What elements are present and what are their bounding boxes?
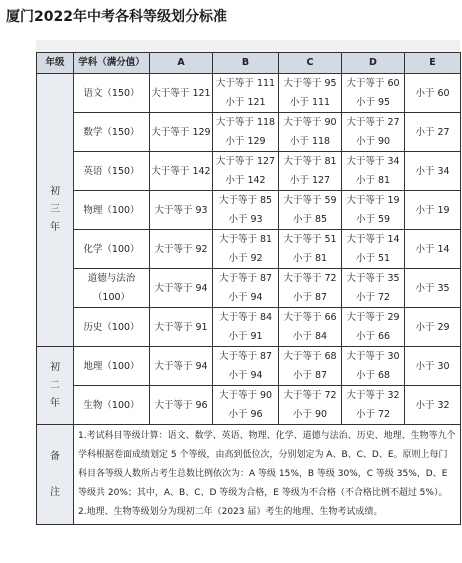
header-b: B	[213, 53, 279, 74]
grade-c-cell-line: 小于 84	[292, 331, 328, 342]
grade-c-cell-line: 大于等于 66	[283, 312, 337, 323]
grade-c-cell	[279, 269, 342, 308]
grade-d-cell	[342, 152, 405, 191]
note-line: 1.考试科目等级计算：语文、数学、英语、物理、化学、道德与法治、历史、地理、生物等九个学科根据卷面成绩划定 5 个等级，由高到低位次，分别划定为 A、B、C、D、E。原则上每门科目各等级人数所占考生总数比例依次为：A 等级 15%，B 等级 30%，C 等级 35%，D、E 等级共 20%；其中，A、B、C、D 等级为合格，E 等级为不合格（不合格比例不超过 5%）。	[78, 431, 456, 498]
subject-cell: 数学（150）	[74, 113, 150, 152]
grade-b-cell-line: 小于 91	[228, 331, 263, 342]
grade-c-cell-line: 小于 87	[292, 292, 328, 303]
grade-c-cell	[279, 152, 342, 191]
grade-c-cell-line: 大于等于 59	[283, 195, 337, 206]
header-subject: 学科（满分值）	[74, 53, 150, 74]
grade-a-cell: 大于等于 91	[150, 308, 213, 347]
subject-cell	[74, 269, 150, 308]
grade-c-cell-line: 大于等于 72	[283, 273, 337, 284]
grade-a-cell: 大于等于 121	[150, 74, 213, 113]
subject-cell: 化学（100）	[74, 230, 150, 269]
grade-c-cell-line: 大于等于 68	[283, 351, 337, 362]
subject-cell-line: 道德与法治	[87, 273, 136, 284]
grade-table	[36, 52, 461, 525]
notes-label: 备 注	[37, 425, 74, 525]
grade-c-cell	[279, 347, 342, 386]
table-row	[37, 386, 461, 425]
grade-d-cell-line: 小于 59	[355, 214, 391, 225]
grade-e-cell: 小于 29	[405, 308, 461, 347]
grade-c-cell	[279, 308, 342, 347]
grade-d-cell	[342, 191, 405, 230]
grade-b-cell	[213, 386, 279, 425]
grade-cell: 初 二 年	[37, 347, 74, 425]
grade-d-cell-line: 大于等于 30	[346, 351, 400, 362]
grade-d-cell	[342, 74, 405, 113]
grade-c-cell-line: 大于等于 95	[283, 78, 337, 89]
notes-content	[74, 425, 461, 525]
grade-b-cell	[213, 113, 279, 152]
table-row	[37, 152, 461, 191]
grade-d-cell	[342, 269, 405, 308]
grade-d-cell-line: 大于等于 29	[346, 312, 400, 323]
subject-cell: 物理（100）	[74, 191, 150, 230]
grade-b-cell	[213, 74, 279, 113]
header-d: D	[342, 53, 405, 74]
grade-c-cell-line: 小于 90	[292, 409, 328, 420]
grade-b-cell-line: 大于等于 85	[218, 195, 273, 206]
grade-c-cell-line: 小于 87	[292, 370, 328, 381]
grade-b-cell	[213, 269, 279, 308]
grade-e-cell: 小于 34	[405, 152, 461, 191]
grade-d-cell-line: 小于 72	[355, 292, 391, 303]
grade-e-cell: 小于 60	[405, 74, 461, 113]
subject-cell: 语文（150）	[74, 74, 150, 113]
grade-b-cell	[213, 230, 279, 269]
grade-c-cell	[279, 113, 342, 152]
subject-cell: 英语（150）	[74, 152, 150, 191]
grade-d-cell	[342, 308, 405, 347]
grade-e-cell: 小于 27	[405, 113, 461, 152]
table-row	[37, 308, 461, 347]
grade-c-cell	[279, 191, 342, 230]
grade-d-cell	[342, 113, 405, 152]
grade-b-cell-line: 小于 94	[228, 292, 263, 303]
subject-cell: 历史（100）	[74, 308, 150, 347]
grade-d-cell-line: 小于 66	[355, 331, 391, 342]
grade-c-cell	[279, 74, 342, 113]
grade-b-cell	[213, 308, 279, 347]
grade-d-cell-line: 大于等于 27	[346, 117, 400, 128]
grade-d-cell-line: 小于 90	[355, 136, 391, 147]
grade-d-cell-line: 小于 95	[355, 97, 391, 108]
grade-b-cell-line: 小于 96	[228, 409, 263, 420]
grade-b-cell-line: 大于等于 81	[218, 234, 273, 245]
grade-a-cell: 大于等于 96	[150, 386, 213, 425]
grade-c-cell	[279, 230, 342, 269]
grade-d-cell-line: 小于 68	[355, 370, 391, 381]
grade-b-cell-line: 大于等于 111	[215, 78, 276, 89]
grade-c-cell-line: 大于等于 72	[283, 390, 337, 401]
grade-d-cell-line: 大于等于 34	[346, 156, 400, 167]
grade-a-cell: 大于等于 142	[150, 152, 213, 191]
grade-cell: 初 三 年	[37, 74, 74, 347]
subject-cell: 地理（100）	[74, 347, 150, 386]
grade-c-cell-line: 小于 111	[289, 97, 331, 108]
grade-d-cell-line: 小于 81	[355, 175, 391, 186]
grade-a-cell: 大于等于 94	[150, 347, 213, 386]
grade-e-cell: 小于 14	[405, 230, 461, 269]
header-e: E	[405, 53, 461, 74]
grade-c-cell-line: 大于等于 81	[283, 156, 337, 167]
grade-b-cell-line: 大于等于 87	[218, 273, 273, 284]
grade-b-cell-line: 大于等于 84	[218, 312, 273, 323]
table-row	[37, 74, 461, 113]
grade-e-cell: 小于 35	[405, 269, 461, 308]
grade-e-cell: 小于 19	[405, 191, 461, 230]
grade-b-cell-line: 大于等于 87	[218, 351, 273, 362]
grade-d-cell-line: 小于 72	[355, 409, 391, 420]
header-a: A	[150, 53, 213, 74]
grade-d-cell	[342, 230, 405, 269]
grade-d-cell-line: 大于等于 60	[346, 78, 400, 89]
table-row	[37, 113, 461, 152]
table-row	[37, 269, 461, 308]
table-row	[37, 347, 461, 386]
grade-a-cell: 大于等于 92	[150, 230, 213, 269]
grade-b-cell-line: 小于 94	[228, 370, 263, 381]
subject-cell-line: （100）	[92, 292, 131, 303]
grade-c-cell-line: 小于 85	[292, 214, 328, 225]
header-c: C	[279, 53, 342, 74]
table-row	[37, 191, 461, 230]
grade-c-cell-line: 大于等于 90	[283, 117, 337, 128]
grade-d-cell-line: 大于等于 32	[346, 390, 400, 401]
header-row	[37, 53, 461, 74]
grade-b-cell-line: 小于 92	[228, 253, 263, 264]
grade-b-cell	[213, 191, 279, 230]
subject-cell: 生物（100）	[74, 386, 150, 425]
table-row	[37, 230, 461, 269]
grade-b-cell	[213, 347, 279, 386]
grade-b-cell-line: 大于等于 118	[215, 117, 276, 128]
grade-c-cell	[279, 386, 342, 425]
notes-row	[37, 425, 461, 525]
grade-c-cell-line: 小于 118	[289, 136, 331, 147]
note-line: 2.地理、生物等级划分为现初二年（2023 届）考生的地理、生物考试成绩。	[78, 507, 383, 517]
grade-b-cell-line: 小于 93	[228, 214, 263, 225]
grade-b-cell-line: 小于 129	[225, 136, 266, 147]
page-title: 厦门2022年中考各科等级划分标准	[6, 9, 227, 25]
grade-d-cell-line: 大于等于 35	[346, 273, 400, 284]
table-top-band	[36, 40, 460, 52]
grade-b-cell-line: 小于 121	[225, 97, 266, 108]
grade-c-cell-line: 小于 127	[289, 175, 331, 186]
grade-a-cell: 大于等于 94	[150, 269, 213, 308]
grade-c-cell-line: 大于等于 51	[283, 234, 337, 245]
grade-b-cell-line: 小于 142	[225, 175, 266, 186]
grade-b-cell	[213, 152, 279, 191]
grade-d-cell-line: 小于 51	[355, 253, 391, 264]
grade-b-cell-line: 大于等于 90	[218, 390, 273, 401]
grade-b-cell-line: 大于等于 127	[215, 156, 276, 167]
grade-d-cell-line: 大于等于 19	[346, 195, 400, 206]
grade-e-cell: 小于 32	[405, 386, 461, 425]
grade-a-cell: 大于等于 93	[150, 191, 213, 230]
grade-e-cell: 小于 30	[405, 347, 461, 386]
grade-d-cell	[342, 347, 405, 386]
header-grade: 年级	[37, 53, 74, 74]
grade-a-cell: 大于等于 129	[150, 113, 213, 152]
grade-c-cell-line: 小于 81	[292, 253, 328, 264]
grade-d-cell	[342, 386, 405, 425]
grade-d-cell-line: 大于等于 14	[346, 234, 400, 245]
